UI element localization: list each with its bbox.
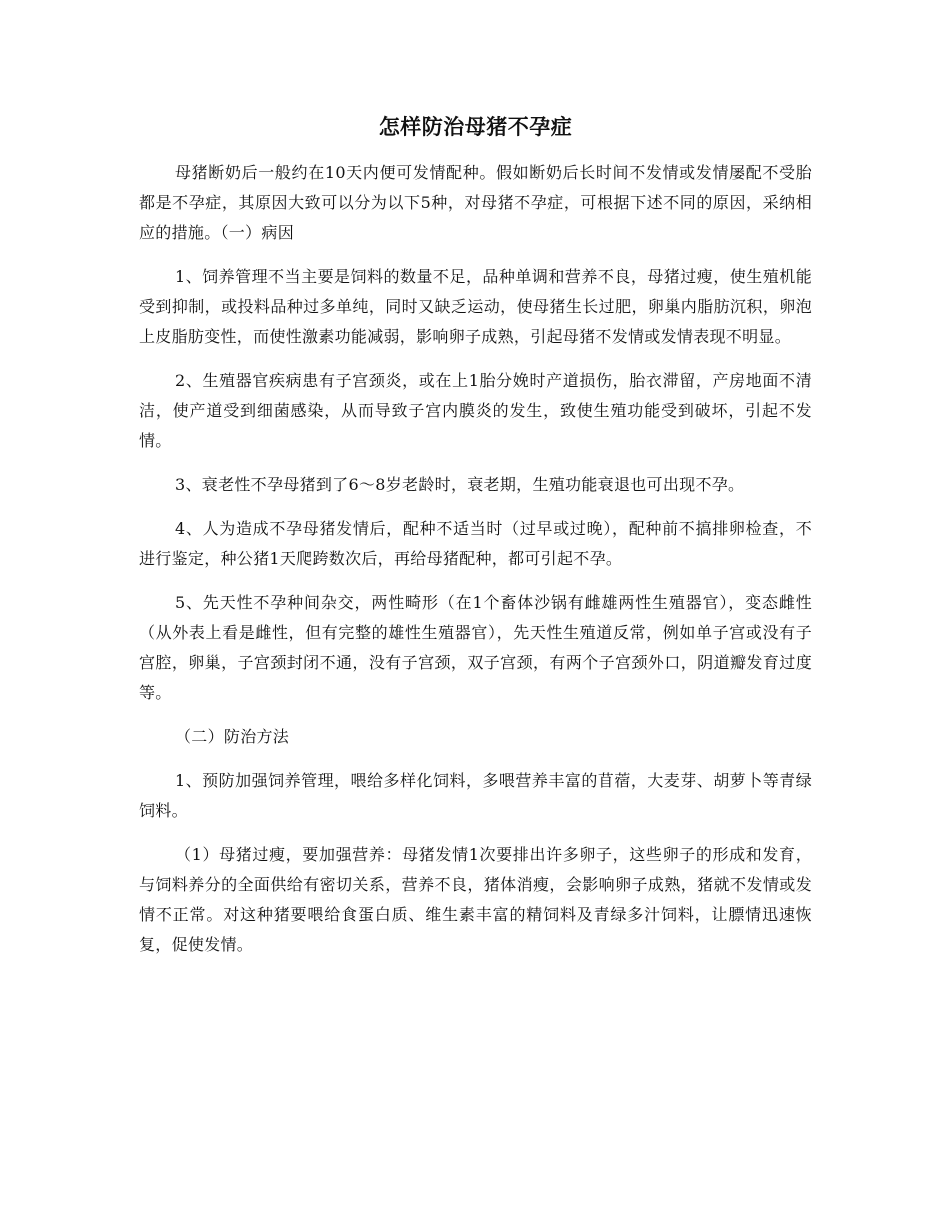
section-heading-prevention: （二）防治方法 [175,727,290,746]
document-title: 怎样防治母猪不孕症 [378,114,573,139]
paragraph-prevention-1-1: （1）母猪过瘦，要加强营养：母猪发情1次要排出许多卵子，这些卵子的形成和发育，与饲料养分的全面供给有密切关系，营养不良，猪体消瘦，会影响卵子成熟，猪就不发情或发情不正常。对这种猪要喂给食蛋白质、维生素丰富的精饲料及青绿多汁饲料，让膘情迅速恢复，促使发情。 [139,845,812,954]
paragraph-cause-5: 5、先天性不孕种间杂交，两性畸形（在1个畜体沙锅有雌雄两性生殖器官），变态雌性（从外表上看是雌性，但有完整的雄性生殖器官），先天性生殖道反常，例如单子宫或没有子宫腔，卵巢，子宫颈封闭不通，没有子宫颈，双子宫颈，有两个子宫颈外口，阴道瓣发育过度等。 [139,593,812,702]
paragraph-intro: 母猪断奶后一般约在10天内便可发情配种。假如断奶后长时间不发情或发情屡配不受胎都是不孕症，其原因大致可以分为以下5种，对母猪不孕症，可根据下述不同的原因，采纳相应的措施。（一）病因 [139,163,812,242]
paragraph-cause-1: 1、饲养管理不当主要是饲料的数量不足，品种单调和营养不良，母猪过瘦，使生殖机能受到抑制，或投料品种过多单纯，同时又缺乏运动，使母猪生长过肥，卵巢内脂肪沉积，卵泡上皮脂肪变性，而使性激素功能减弱，影响卵子成熟，引起母猪不发情或发情表现不明显。 [139,267,812,346]
paragraph-cause-3: 3、衰老性不孕母猪到了6～8岁老龄时，衰老期，生殖功能衰退也可出现不孕。 [175,475,745,494]
paragraph-prevention-1: 1、预防加强饲养管理，喂给多样化饲料，多喂营养丰富的苜蓿，大麦芽、胡萝卜等青绿饲料。 [139,771,812,820]
paragraph-cause-2: 2、生殖器官疾病患有子宫颈炎，或在上1胎分娩时产道损伤，胎衣滞留，产房地面不清洁，使产道受到细菌感染，从而导致子宫内膜炎的发生，致使生殖功能受到破坏，引起不发情。 [139,371,812,450]
paragraph-cause-4: 4、人为造成不孕母猪发情后，配种不适当时（过早或过晚），配种前不搞排卵检查，不进行鉴定，种公猪1天爬跨数次后，再给母猪配种，都可引起不孕。 [139,519,812,568]
